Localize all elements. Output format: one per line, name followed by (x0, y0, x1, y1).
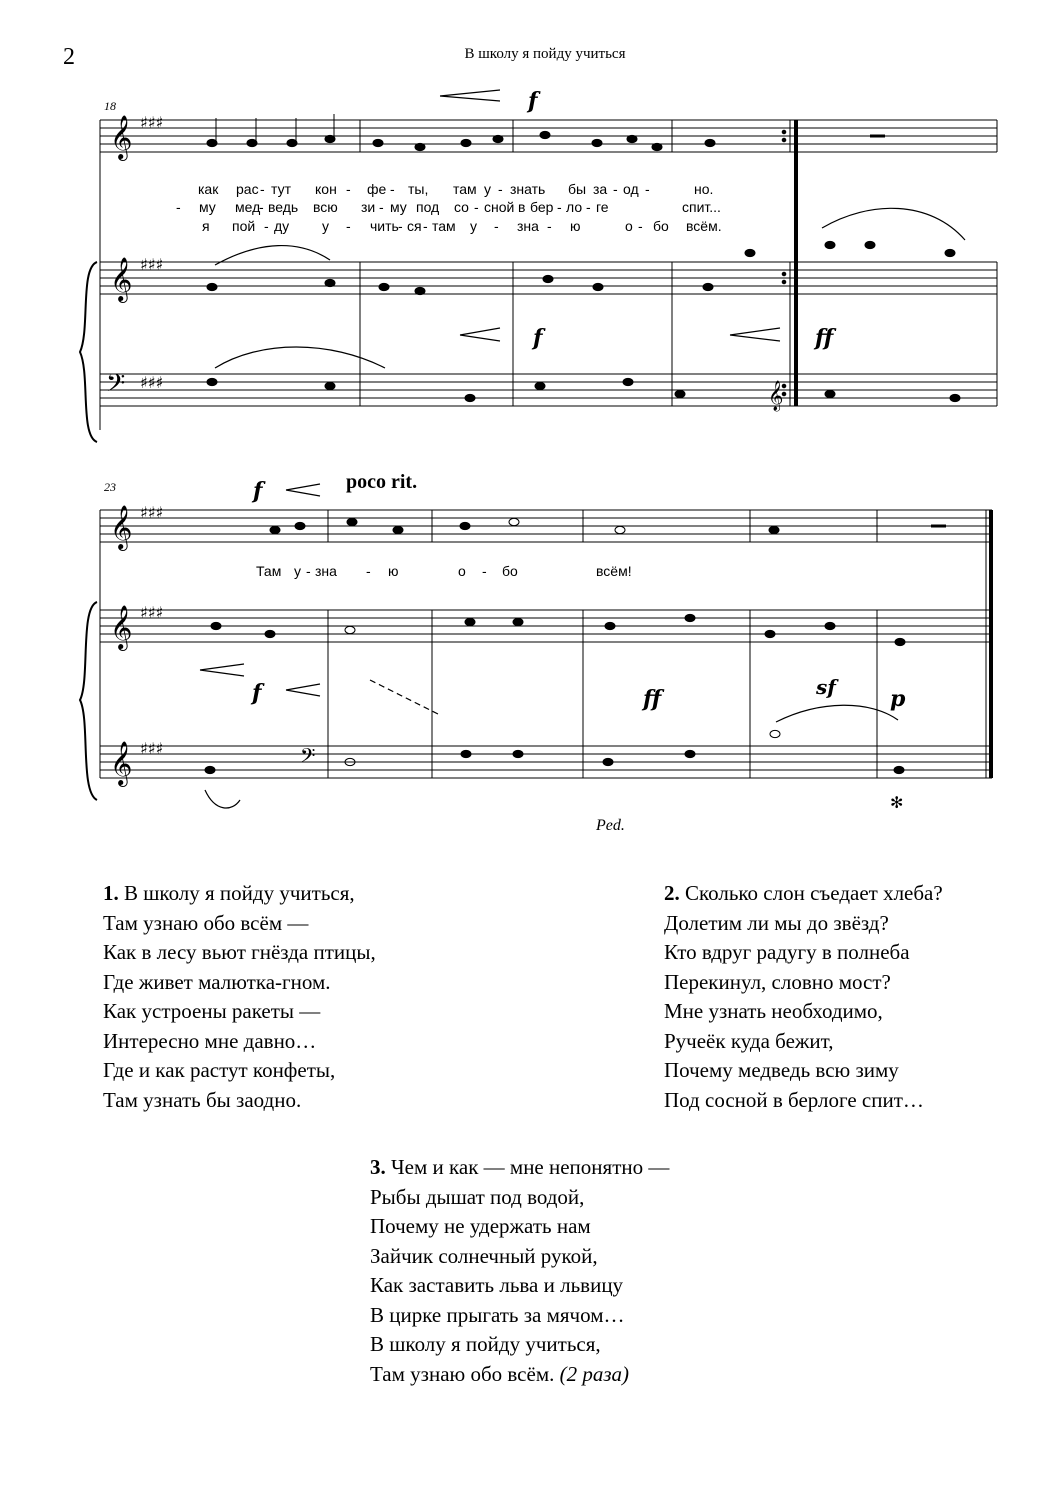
left-hand-staff (100, 374, 997, 406)
lyrics-line-1 (198, 181, 713, 197)
svg-text:-: - (423, 218, 428, 234)
dynamic-forte: f (533, 325, 543, 351)
verse-2 (664, 879, 943, 1115)
svg-text:Там: Там (256, 563, 282, 579)
svg-text:фе: фе (367, 181, 387, 197)
left-hand-staff (100, 746, 992, 778)
svg-text:-: - (260, 181, 265, 197)
svg-text:-: - (264, 218, 269, 234)
svg-text:там: там (432, 218, 456, 234)
system-2 (80, 510, 992, 800)
svg-text:о: о (625, 218, 633, 234)
svg-text:♯♯♯: ♯♯♯ (140, 503, 164, 522)
svg-text:бы: бы (568, 181, 587, 197)
barlines (328, 510, 991, 778)
piano-brace (80, 262, 97, 442)
verse-line: Кто вдруг радугу в полнеба (664, 940, 910, 964)
dynamic-piano: p (890, 686, 906, 712)
svg-text:му: му (199, 199, 216, 215)
verse-line: Под сосной в берлоге спит… (664, 1087, 924, 1112)
dynamic-forte: f (252, 680, 262, 706)
svg-text:-: - (482, 563, 487, 579)
verse-line: Почему не удержать нам (370, 1214, 591, 1238)
svg-text:как: как (198, 181, 219, 197)
svg-text:бо: бо (653, 218, 669, 234)
svg-text:со: со (454, 199, 469, 215)
verse-line: Перекинул, словно мост? (664, 969, 891, 994)
clefs-2 (110, 503, 315, 787)
svg-text:зна: зна (517, 218, 539, 234)
verse-line: Мне узнать необходимо, (664, 999, 883, 1023)
verse-3 (370, 1153, 669, 1389)
verse-line: Где и как растут конфеты, (103, 1058, 336, 1082)
verse-line: 2. Сколько слон съедает хлеба? (664, 881, 943, 905)
svg-text:мед: мед (235, 199, 261, 215)
verse-line: В цирке прыгать за мячом… (370, 1302, 625, 1327)
svg-text:бер: бер (530, 199, 554, 215)
verse-line: Там узнаю обо всём. (2 раза) (370, 1361, 630, 1386)
svg-text:-: - (366, 563, 371, 579)
svg-text:-: - (390, 181, 395, 197)
treble-clef-icon: 𝄞 (110, 257, 133, 301)
system-1 (80, 120, 997, 442)
verse-line: 1. В школу я пойду учиться, (103, 881, 355, 905)
pedal-down-mark: Ped. (596, 817, 625, 834)
treble-clef-icon: 𝄞 (110, 741, 133, 785)
svg-text:зи: зи (361, 199, 376, 215)
dynamics-2 (250, 471, 906, 712)
notes-1 (207, 114, 960, 402)
svg-text:зна: зна (315, 563, 337, 579)
measure-number: 23 (104, 480, 116, 494)
measure-number: 18 (104, 99, 116, 113)
svg-text:од: од (623, 181, 639, 197)
svg-text:-: - (346, 181, 351, 197)
verse-line: Как в лесу вьют гнёзда птицы, (103, 940, 376, 964)
lyrics-line-2 (176, 199, 721, 215)
verse-line: 3. Чем и как — мне непонятно — (370, 1155, 670, 1179)
svg-text:у: у (322, 218, 329, 234)
svg-text:ты,: ты, (408, 181, 429, 197)
verse-line: Где живет малютка-гном. (103, 969, 331, 994)
svg-text:всём!: всём! (596, 563, 632, 579)
verse-line: Зайчик солнечный рукой, (370, 1243, 598, 1268)
svg-text:-: - (379, 199, 384, 215)
svg-text:спит...: спит... (682, 199, 721, 215)
svg-text:я: я (202, 218, 210, 234)
verse-line: Долетим ли мы до звёзд? (664, 910, 889, 935)
svg-text:♯♯♯: ♯♯♯ (140, 739, 164, 758)
svg-text:-: - (474, 199, 479, 215)
svg-text:бо: бо (502, 563, 518, 579)
svg-text:-: - (547, 218, 552, 234)
treble-clef-icon: 𝄞 (110, 505, 133, 549)
svg-text:о: о (458, 563, 466, 579)
svg-text:♯♯♯: ♯♯♯ (140, 113, 164, 132)
dynamic-fortissimo: ff (815, 325, 834, 351)
svg-text:за: за (593, 181, 608, 197)
svg-text:♯♯♯: ♯♯♯ (140, 255, 164, 274)
svg-text:ге: ге (596, 199, 609, 215)
svg-text:ду: ду (274, 218, 290, 234)
verse-1 (103, 879, 376, 1115)
lyrics-line-3 (202, 218, 722, 234)
verse-line: Там узнаю обо всём — (103, 910, 309, 935)
verse-line: В школу я пойду учиться, (370, 1332, 601, 1356)
svg-text:пой: пой (232, 218, 256, 234)
svg-text:ю: ю (388, 563, 399, 579)
svg-text:-: - (176, 199, 181, 215)
treble-clef-icon: 𝄞 (110, 605, 133, 649)
verse-line: Интересно мне давно… (103, 1028, 317, 1053)
svg-text:у: у (484, 181, 491, 197)
dynamic-fortissimo: ff (643, 686, 662, 712)
verse-line: Как устроены ракеты — (103, 999, 321, 1023)
pedal-release-icon: ✻ (890, 793, 904, 812)
svg-text:всю: всю (313, 199, 338, 215)
right-hand-staff (100, 610, 992, 642)
svg-text:под: под (416, 199, 440, 215)
barlines (360, 120, 997, 406)
svg-text:-: - (398, 218, 403, 234)
svg-text:-: - (645, 181, 650, 197)
svg-text:рас: рас (236, 181, 259, 197)
page-number: 2 (63, 44, 75, 70)
svg-text:♯♯♯: ♯♯♯ (140, 373, 164, 392)
verse-line: Ручеёк куда бежит, (664, 1028, 834, 1053)
running-title: В школу я пойду учиться (464, 46, 626, 62)
svg-text:-: - (613, 181, 618, 197)
dynamic-sforzando: sf (816, 675, 836, 699)
tempo-marking: poco rit. (346, 471, 418, 493)
verse-line: Рыбы дышат под водой, (370, 1184, 585, 1209)
svg-text:у: у (294, 563, 301, 579)
svg-text:ведь: ведь (268, 199, 299, 215)
svg-text:-: - (557, 199, 562, 215)
voice-staff (100, 510, 992, 542)
bass-clef-icon: 𝄢 (300, 744, 316, 772)
svg-text:всём.: всём. (686, 218, 722, 234)
svg-text:там: там (453, 181, 477, 197)
lyrics-system-2 (256, 563, 632, 579)
verse-line: Там узнать бы заодно. (103, 1087, 302, 1112)
svg-text:ся: ся (407, 218, 422, 234)
verse-line: Как заставить льва и львицу (370, 1273, 624, 1297)
svg-text:-: - (638, 218, 643, 234)
svg-text:знать: знать (510, 181, 546, 197)
piano-brace (80, 602, 97, 800)
svg-text:тут: тут (271, 181, 291, 197)
dynamic-forte: f (253, 478, 263, 504)
svg-text:в: в (518, 199, 526, 215)
dynamic-forte: f (528, 88, 538, 114)
svg-text:-: - (306, 563, 311, 579)
svg-text:кон: кон (315, 181, 337, 197)
svg-text:сной: сной (484, 199, 515, 215)
treble-clef-icon: 𝄞 (110, 115, 133, 159)
svg-text:-: - (586, 199, 591, 215)
svg-text:-: - (259, 199, 264, 215)
svg-text:-: - (346, 218, 351, 234)
svg-text:♯♯♯: ♯♯♯ (140, 603, 164, 622)
svg-text:-: - (498, 181, 503, 197)
svg-text:му: му (390, 199, 407, 215)
bass-clef-icon: 𝄢 (106, 369, 126, 404)
svg-text:чить: чить (370, 218, 399, 234)
svg-text:у: у (470, 218, 477, 234)
treble-clef-icon: 𝄞 (768, 381, 784, 411)
svg-text:но.: но. (694, 181, 714, 197)
svg-text:ло: ло (566, 199, 583, 215)
notes-2 (205, 518, 946, 773)
verse-line: Почему медведь всю зиму (664, 1058, 899, 1082)
svg-text:-: - (494, 218, 499, 234)
svg-text:ю: ю (570, 218, 581, 234)
